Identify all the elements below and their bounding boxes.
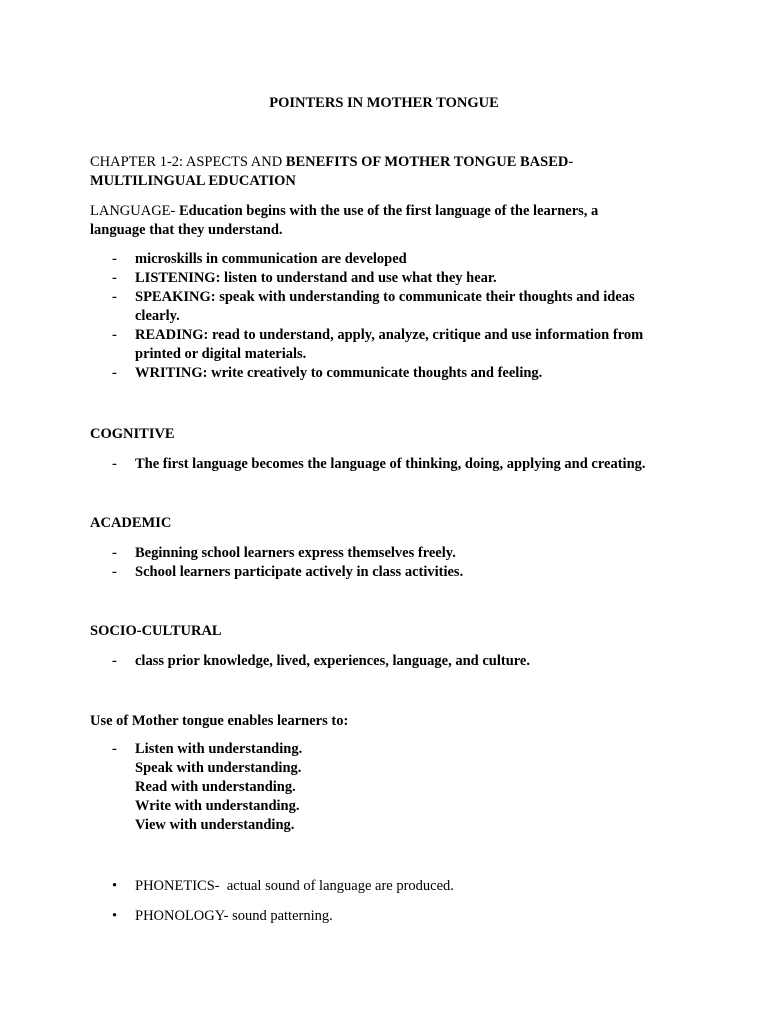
item-lead: SPEAKING: [135, 289, 216, 305]
language-list [90, 250, 680, 383]
language-text-line1: Education begins with the use of the first language of the learners, a [175, 203, 599, 219]
language-label: LANGUAGE- [90, 203, 176, 219]
academic-list [90, 544, 680, 582]
language-paragraph [90, 202, 680, 240]
list-item [90, 326, 680, 364]
item-line: View with understanding. [135, 817, 295, 833]
dash-marker: - [112, 270, 117, 286]
item-text: listen to understand and use what they hear. [220, 270, 497, 286]
chapter-bold-line2: MULTILINGUAL EDUCATION [90, 173, 296, 189]
item-line: Speak with understanding. [135, 760, 302, 776]
mother-tongue-list [90, 740, 680, 835]
item-line: Listen with understanding. [135, 741, 303, 757]
bullet-text: actual sound of language are produced. [219, 878, 454, 894]
socio-cultural-list [90, 652, 680, 671]
item-lead: WRITING: [135, 365, 208, 381]
dash-marker: - [112, 545, 117, 561]
list-item [90, 364, 680, 383]
page-title: POINTERS IN MOTHER TONGUE [269, 95, 499, 111]
item-line: Write with understanding. [135, 798, 300, 814]
dash-marker: - [112, 653, 117, 669]
bullet-list [90, 877, 680, 926]
list-item [90, 877, 680, 896]
bullet-marker: • [112, 908, 118, 924]
list-item [90, 652, 680, 671]
dash-marker: - [112, 365, 117, 381]
item-line: Read with understanding. [135, 779, 296, 795]
list-item [90, 563, 680, 582]
chapter-prefix: CHAPTER 1-2: ASPECTS AND [90, 154, 286, 170]
academic-heading: ACADEMIC [90, 515, 172, 531]
cognitive-heading: COGNITIVE [90, 426, 175, 442]
item-continuation: clearly. [135, 308, 180, 324]
item-lead: READING: [135, 327, 209, 343]
item-continuation: printed or digital materials. [135, 346, 307, 362]
list-item [90, 455, 680, 474]
mother-tongue-heading: Use of Mother tongue enables learners to: [90, 713, 349, 729]
dash-marker: - [112, 251, 117, 267]
bullet-marker: • [112, 878, 118, 894]
chapter-heading [90, 153, 680, 191]
bullet-term: PHONETICS- [135, 878, 220, 894]
list-item [90, 288, 680, 326]
item-text: read to understand, apply, analyze, critique and use information from [208, 327, 644, 343]
list-item [90, 907, 680, 926]
list-item [90, 544, 680, 563]
chapter-bold-line1: BENEFITS OF MOTHER TONGUE BASED- [285, 154, 574, 170]
dash-marker: - [112, 564, 117, 580]
language-text-line2: language that they understand. [90, 222, 283, 238]
socio-cultural-heading: SOCIO-CULTURAL [90, 623, 222, 639]
item-text: microskills in communication are developed [135, 251, 407, 267]
dash-marker: - [112, 289, 117, 305]
dash-marker: - [112, 741, 117, 757]
item-text: School learners participate actively in class activities. [135, 564, 464, 580]
item-text: The first language becomes the language of thinking, doing, applying and creating. [135, 456, 646, 472]
dash-marker: - [112, 456, 117, 472]
list-item [90, 740, 680, 835]
item-text: speak with understanding to communicate their thoughts and ideas [215, 289, 635, 305]
list-item [90, 250, 680, 269]
cognitive-list [90, 455, 680, 474]
item-text: Beginning school learners express themselves freely. [135, 545, 456, 561]
bullet-text: sound patterning. [228, 908, 333, 924]
item-lead: LISTENING: [135, 270, 221, 286]
list-item [90, 269, 680, 288]
item-text: class prior knowledge, lived, experiences, language, and culture. [135, 653, 530, 669]
dash-marker: - [112, 327, 117, 343]
item-text: write creatively to communicate thoughts and feeling. [207, 365, 543, 381]
bullet-term: PHONOLOGY- [135, 908, 229, 924]
